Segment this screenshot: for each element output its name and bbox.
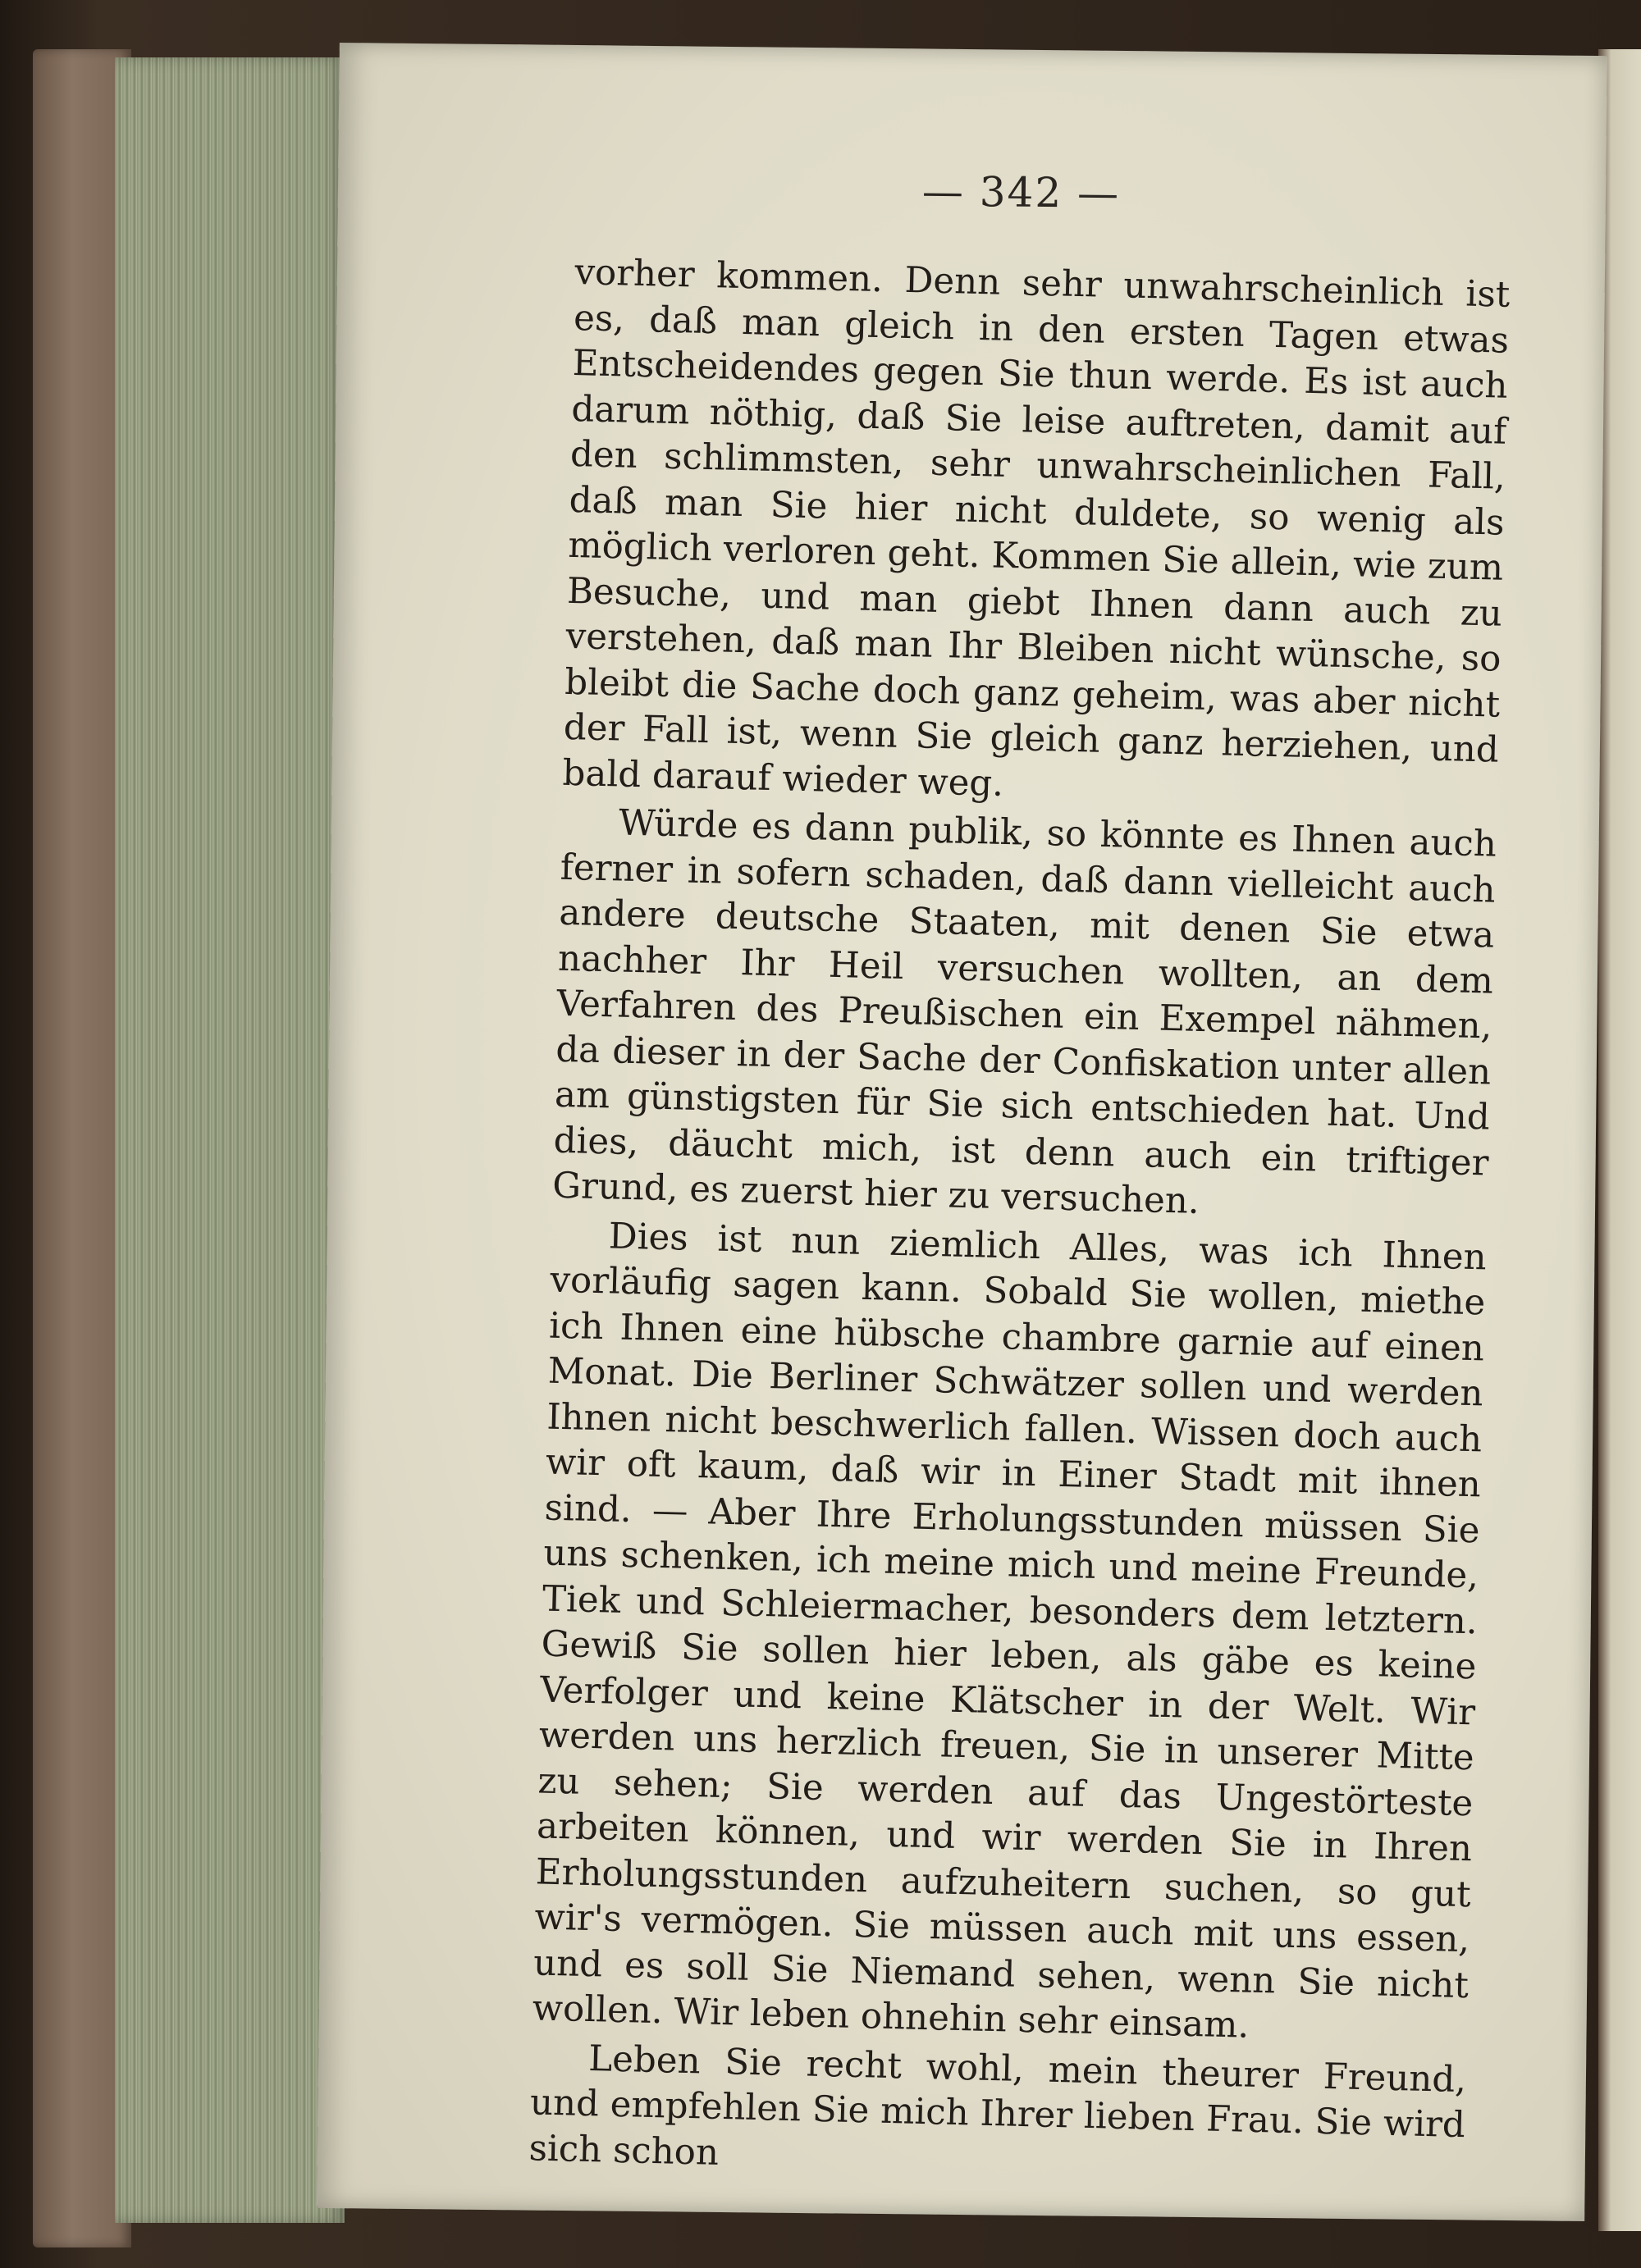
book-page <box>317 43 1607 2221</box>
paragraph: Leben Sie recht wohl, mein theurer Freund, und empfehlen Sie mich Ihrer lieben Frau. Sie wird sich schon <box>528 2038 1467 2174</box>
paragraph: vorher kommen. Denn sehr unwahrscheinlich ist es, daß man gleich in den ersten Tagen etwas Entscheidendes gegen Sie thun werde. Es ist auch darum nöthig, daß Sie leise auftreten, damit auf den schlimmsten, sehr unwahrscheinlichen Fall, daß man Sie hier nicht duldete, so wenig als möglich verloren geht. Kommen Sie allein, wie zum Besuche, und man giebt Ihnen dann auch zu verstehen, daß man Ihr Bleiben nicht wünsche, so bleibt die Sache doch ganz geheim, was aber nicht der Fall ist, wenn Sie gleich ganz herziehen, und bald darauf wieder weg. <box>562 252 1511 805</box>
body-text <box>528 250 1511 2194</box>
page-edges <box>115 57 345 2223</box>
paragraph: Würde es dann publik, so könnte es Ihnen auch ferner in sofern schaden, daß dann vielleicht auch andere deutsche Staaten, mit denen Sie etwa nachher Ihr Heil versuchen wollten, an dem Verfahren des Preußischen ein Exempel nähmen, da dieser in der Sache der Confiskation unter allen am günstigsten für Sie sich entschieden hat. Und dies, däucht mich, ist denn auch ein triftiger Grund, es zuerst hier zu versuchen. <box>551 802 1497 1222</box>
page-number: — 342 — <box>921 167 1121 217</box>
paragraph: Dies ist nun ziemlich Alles, was ich Ihnen vorläufig sagen kann. Sobald Sie wollen, miethe ich Ihnen eine hübsche chambre garnie auf einen Monat. Die Berliner Schwätzer sollen und werden Ihnen nicht beschwerlich fallen. Wissen doch auch wir oft kaum, daß wir in Einer Stadt mit ihnen sind. — Aber Ihre Erholungsstunden müssen Sie uns schenken, ich meine mich und meine Freunde, Tiek und Schleiermacher, besonders dem letztern. Gewiß Sie sollen hier leben, als gäbe es keine Verfolger und keine Klätscher in der Welt. Wir werden uns herzlich freuen, Sie in unserer Mitte zu sehen; Sie werden auf das Ungestörteste arbeiten können, und wir werden Sie in Ihren Erholungsstunden aufzuheitern suchen, so gut wir's vermögen. Sie müssen auch mit uns essen, und es soll Sie Niemand sehen, wenn Sie nicht wollen. Wir leben ohnehin sehr einsam. <box>532 1215 1488 2047</box>
facing-page-edge <box>1598 49 1641 2231</box>
